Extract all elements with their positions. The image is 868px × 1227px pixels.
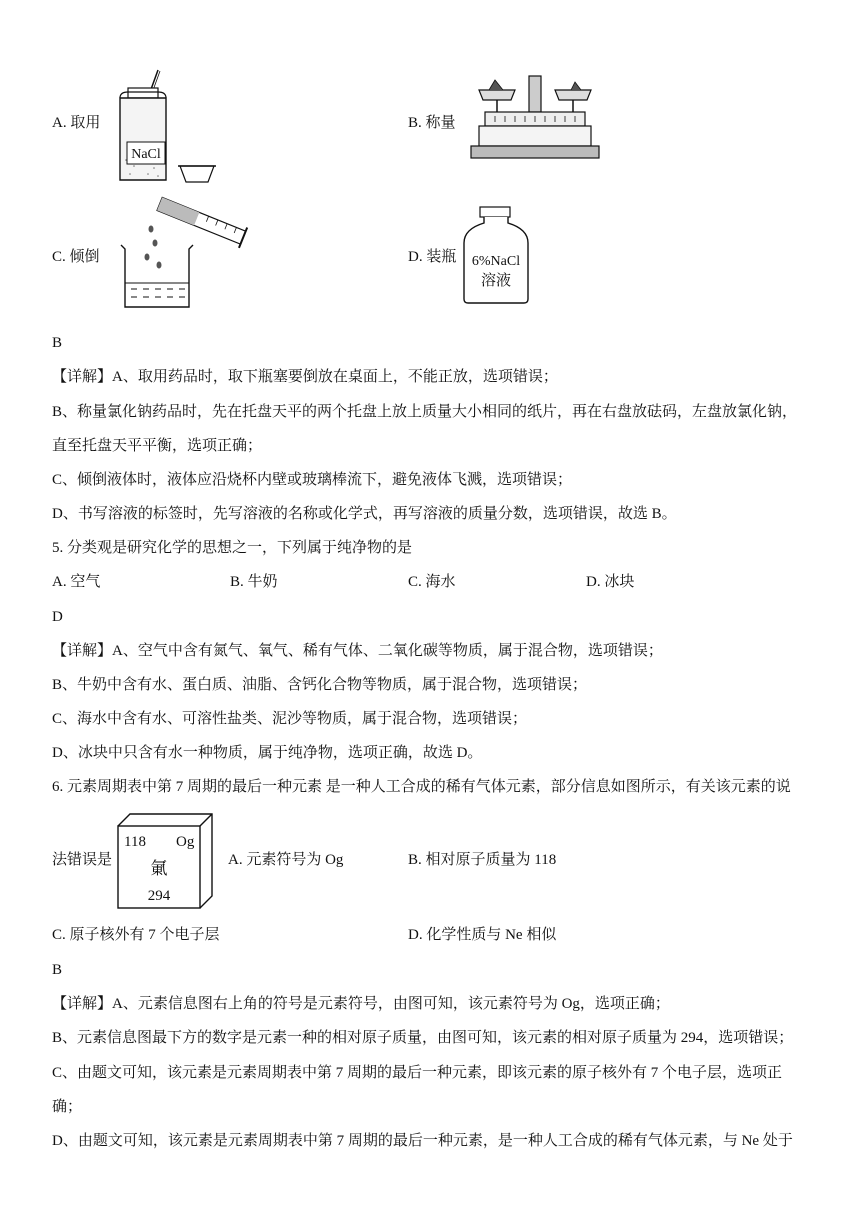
element-atomic-mass: 294 <box>147 888 171 904</box>
q5-explanation-a <box>52 641 663 661</box>
q4-explanation-b1: B、称量氯化钠药品时，先在托盘天平的两个托盘上放上质量大小相同的纸片，再在右盘放砝码，左盘放氯化钠， <box>52 404 798 420</box>
nacl-jar-figure <box>100 62 230 187</box>
element-symbol: Og <box>176 834 195 850</box>
q5-explanation-d: D、冰块中只含有水一种物质，属于纯净物，选项正确，故选 D。 <box>52 745 483 761</box>
q6-explanation-d: D、由题文可知，该元素是元素周期表中第 7 周期的最后一种元素，是一种人工合成的稀有气体元素，与 Ne 处于 <box>52 1133 793 1149</box>
q5-option-a: A. 空气 <box>52 574 101 590</box>
bottle-figure <box>462 205 532 305</box>
explanation-prefix: 【详解】 <box>52 369 113 385</box>
q6-stem-line1: 6. 元素周期表中第 7 周期的最后一种元素 是一种人工合成的稀有气体元素，部分信息如图所示，有关该元素的说 <box>52 779 791 795</box>
q5-answer: D <box>52 609 63 625</box>
explanation-prefix: 【详解】 <box>52 996 113 1012</box>
q4-option-c-label: C. 倾倒 <box>52 249 100 265</box>
q4-explanation-c: C、倾倒液体时，液体应沿烧杯内壁或玻璃棒流下，避免液体飞溅，选项错误； <box>52 472 573 488</box>
q6-option-d: D. 化学性质与 Ne 相似 <box>408 927 557 943</box>
nacl-jar-label: NaCl <box>131 147 161 162</box>
q6-stem-line2: 法错误是 <box>52 852 113 868</box>
explanation-text: A、元素信息图右上角的符号是元素符号，由图可知，该元素符号为 Og，选项正确； <box>112 996 670 1012</box>
q5-explanation-c: C、海水中含有水、可溶性盐类、泥沙等物质，属于混合物，选项错误； <box>52 711 528 727</box>
q4-option-b-label: B. 称量 <box>408 115 456 131</box>
explanation-prefix: 【详解】 <box>52 643 113 659</box>
q6-option-c: C. 原子核外有 7 个电子层 <box>52 927 220 943</box>
q6-explanation-c2: 确； <box>52 1099 83 1115</box>
q6-explanation-a <box>52 994 670 1014</box>
q4-option-a-label: A. 取用 <box>52 115 101 131</box>
q6-option-a: A. 元素符号为 Og <box>228 852 344 868</box>
q5-option-c: C. 海水 <box>408 574 456 590</box>
q6-explanation-c1: C、由题文可知，该元素是元素周期表中第 7 周期的最后一种元素，即该元素的原子核外有 7 个电子层，选项正 <box>52 1065 783 1081</box>
q4-explanation-a <box>52 367 558 387</box>
q6-explanation-b: B、元素信息图最下方的数字是元素一种的相对原子质量，由图可知，该元素的相对原子质量为 294，选项错误； <box>52 1030 794 1046</box>
element-card-figure <box>116 812 216 912</box>
q5-stem: 5. 分类观是研究化学的思想之一，下列属于纯净物的是 <box>52 540 413 556</box>
pouring-figure <box>115 195 255 315</box>
bottle-label-line1: 6%NaCl <box>471 254 521 269</box>
q4-explanation-b2: 直至托盘天平平衡，选项正确； <box>52 438 263 454</box>
q5-option-b: B. 牛奶 <box>230 574 278 590</box>
balance-figure <box>465 68 605 168</box>
bottle-label-line2: 溶液 <box>480 273 512 289</box>
q6-option-b: B. 相对原子质量为 118 <box>408 852 557 868</box>
element-name: 氭 <box>150 859 168 878</box>
explanation-text: A、空气中含有氮气、氧气、稀有气体、二氧化碳等物质，属于混合物，选项错误； <box>112 643 663 659</box>
element-atomic-number: 118 <box>124 834 146 850</box>
explanation-text: A、取用药品时，取下瓶塞要倒放在桌面上，不能正放，选项错误； <box>112 369 558 385</box>
q4-answer: B <box>52 335 63 351</box>
q5-explanation-b: B、牛奶中含有水、蛋白质、油脂、含钙化合物等物质，属于混合物，选项错误； <box>52 677 588 693</box>
q6-answer: B <box>52 962 63 978</box>
q4-option-d-label: D. 装瓶 <box>408 249 457 265</box>
q4-explanation-d: D、书写溶液的标签时，先写溶液的名称或化学式，再写溶液的质量分数，选项错误，故选 B。 <box>52 506 677 522</box>
q5-option-d: D. 冰块 <box>586 574 635 590</box>
